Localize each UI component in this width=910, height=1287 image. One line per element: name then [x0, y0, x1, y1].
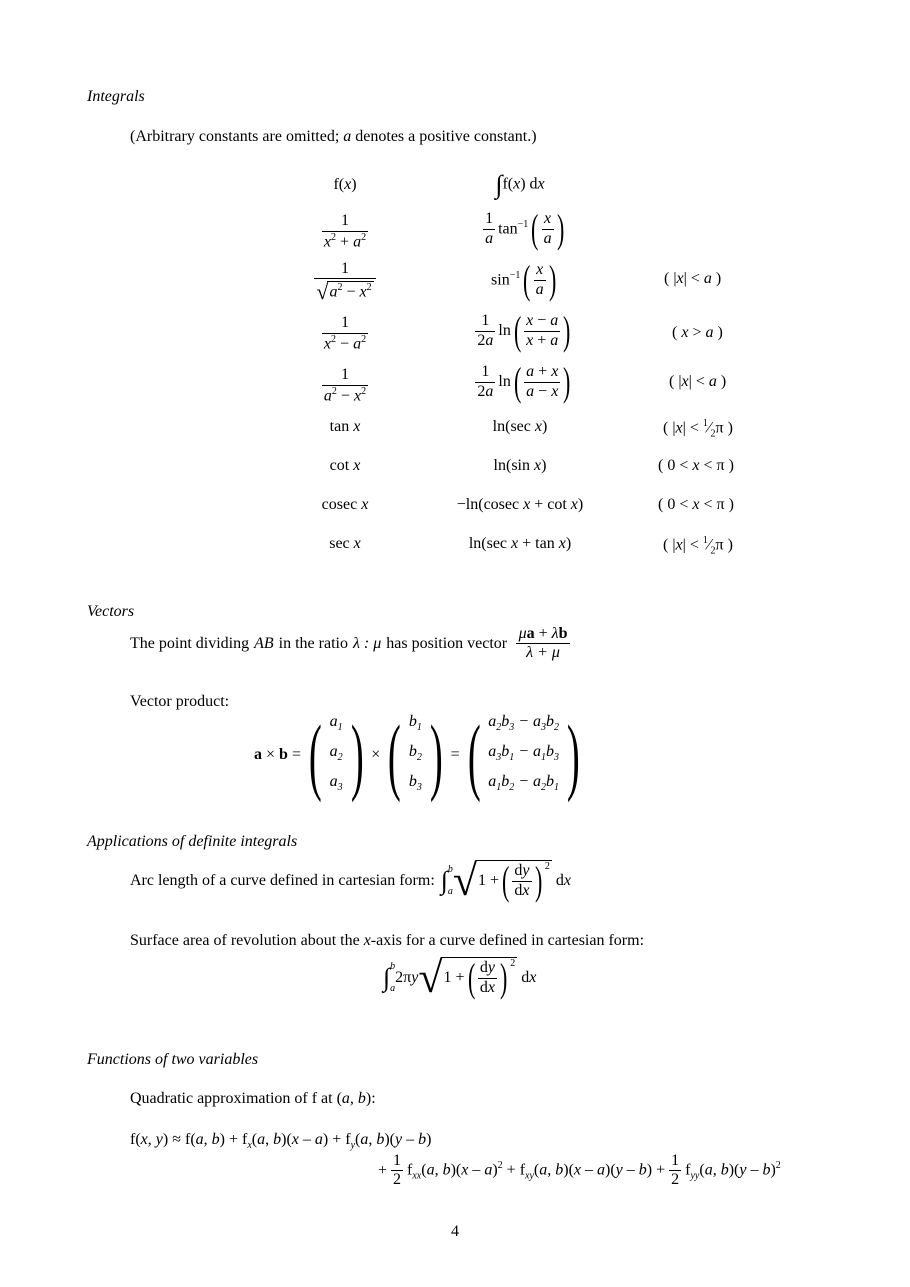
column-header-integral: ∫f(x) dx	[495, 170, 545, 199]
integral-row-4-f: $\frac{1}{a^2 - x^2}$	[323, 366, 367, 405]
integral-row-2-condition: ( |x| < a )	[664, 270, 722, 287]
integral-row-7-result: −ln(cosec x + cot x)	[456, 496, 584, 513]
section-heading-vectors: Vectors	[87, 603, 135, 620]
integral-row-3-f: $\frac{1}{x^2 - a^2}$	[323, 314, 367, 353]
section-heading-functions: Functions of two variables	[87, 1051, 259, 1068]
integral-row-8-condition: ( $|x| < ^1⁄_2\pi$ )	[663, 535, 733, 557]
quadratic-approximation-label: Quadratic approximation of f at (a, b):	[130, 1090, 376, 1107]
integral-row-7-f: cosec x	[321, 496, 369, 513]
vector-product-label: Vector product:	[130, 693, 230, 710]
section-heading-integrals: Integrals	[87, 88, 145, 105]
surface-area-label: Surface area of revolution about the x-axis for a curve defined in cartesian form:	[130, 932, 645, 949]
integral-row-3-condition: ( x > a )	[672, 324, 723, 341]
integral-row-2-result: $\sin^{-1}$ ( $\frac{x}{a}$ )	[470, 256, 580, 304]
surface-area-formula: ∫ b a 2πy √ 1 + ( $\frac{dy}{dx}$ ) $^2$ dx	[383, 952, 536, 1003]
quadratic-approximation-line-2: + $\frac{1}{2}$ $f_{xx}(a$, $b)(x - a)^2 + f_{xy}(a$, b)(x – a)(y – b) + $\frac{1}{2}$ $f_{yy}(a$, b)(y – b)$^2$	[378, 1152, 781, 1189]
integral-row-8-f: sec x	[329, 535, 361, 552]
page-number: 4	[451, 1223, 459, 1240]
integral-row-8-result: ln(sec x + tan x)	[468, 535, 572, 552]
integral-row-6-f: cot x	[329, 457, 361, 474]
position-vector-statement: The point dividing AB in the ratio λ : μ has position vector $\frac{\mu a + \lambda b}{\lambda + \mu}$	[130, 625, 570, 663]
vector-product-formula: a × b = ( $a_1$ $a_2$ $a_3$ ) × ( $b_1$ $b_2$ $b_3$ ) = ( $a_2b_3 - a_3b_2$ $a_3b_1 - a_1b_3$ $a_1b_2 - a_2b_1$ )	[254, 710, 588, 801]
integral-row-4-condition: ( |x| < a )	[669, 373, 727, 390]
section-heading-applications: Applications of definite integrals	[87, 833, 298, 850]
integrals-note: (Arbitrary constants are omitted; a denotes a positive constant.)	[130, 128, 537, 145]
integral-row-4-result: $\frac{1}{2a}$ ln ( $\frac{a + x}{a - x}$ )	[462, 358, 587, 406]
column-header-fx: f(x)	[333, 176, 357, 193]
integral-row-1-f: $\frac{1}{x^2 + a^2}$	[323, 212, 367, 251]
integral-row-1-result: $\frac{1}{a}$ $\tan^{-1}$ ( $\frac{x}{a}$ )	[470, 205, 580, 253]
integral-row-6-result: ln(sin x)	[493, 457, 547, 474]
integral-row-5-result: ln(sec x)	[492, 418, 548, 435]
integral-row-2-f: 1 √ $a^2 - x^2$	[300, 258, 390, 306]
arc-length-formula: Arc length of a curve defined in cartesian form: ∫ b a √ 1 + ( $\frac{dy}{dx}$ ) $^2$ dx	[130, 855, 571, 906]
quadratic-approximation-line-1: f(x, y) ≈ f(a, $b) + f_x(a$, $b)(x - a) + f_y(a$, b)(y – b)	[130, 1131, 432, 1152]
integral-row-7-condition: ( 0 < x < π )	[658, 496, 734, 513]
position-vector-fraction: $\frac{\mu a + \lambda b}{\lambda + \mu}$	[516, 625, 570, 663]
integral-row-5-f: tan x	[329, 418, 361, 435]
integral-row-3-result: $\frac{1}{2a}$ ln ( $\frac{x - a}{x + a}$ )	[462, 307, 587, 355]
integral-row-6-condition: ( 0 < x < π )	[658, 457, 734, 474]
integral-row-5-condition: ( $|x| < ^1⁄_2\pi$ )	[663, 418, 733, 440]
